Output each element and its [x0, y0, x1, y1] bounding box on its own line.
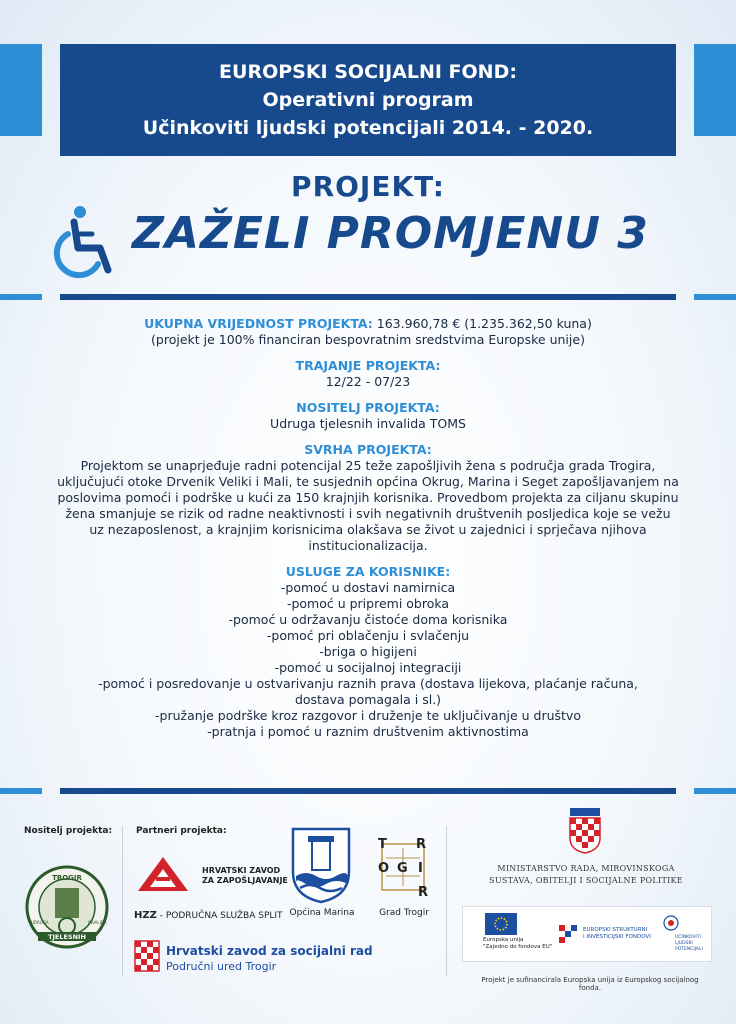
right-rule-accent — [694, 294, 736, 300]
ministry-line-1: MINISTARSTVO RADA, MIROVINSKOGA — [497, 864, 675, 873]
header-box — [60, 44, 676, 156]
hzss-name: Hrvatski zavod za socijalni rad — [166, 944, 373, 958]
esif-icon — [557, 923, 581, 943]
ulj-text-1: UČINKOVITI — [675, 935, 701, 940]
toms-logo-text: INVALIDA — [88, 920, 107, 925]
purpose-line: uključujući otoke Drvenik Veliki i Mali, te susjednih općina Okrug, Marina i Seget zapošljavanjem na — [57, 474, 679, 489]
purpose-line: poslovima pomoći i podrške u kući za 150 krajnjih korisnika. Provedbom projekta za ciljanu skupinu — [57, 490, 679, 505]
service-item: -pomoć u dostavi namirnica — [280, 580, 456, 595]
croatian-coat-of-arms-icon — [568, 808, 602, 854]
hzz-office-bold: HZZ — [134, 910, 157, 921]
toms-logo-text: UDRUGA — [31, 920, 49, 925]
eu-text-1: Europska unija — [483, 937, 524, 943]
purpose-section — [40, 442, 696, 554]
purpose-label: SVRHA PROJEKTA: — [304, 442, 432, 457]
eu-text-2: "Zajedno do fondova EU" — [483, 944, 553, 950]
project-details — [40, 316, 696, 750]
holder-value: Udruga tjelesnih invalida TOMS — [270, 416, 466, 431]
value-section — [40, 316, 696, 348]
holder-footer-label: Nositelj projekta: — [24, 826, 113, 836]
left-rule-accent — [0, 294, 42, 300]
project-title: ZAŽELI PROMJENU 3 — [132, 208, 649, 259]
purpose-line: uz nezaposlenost, a krajnjim korisnicima olakšava se život u zajednici i sprječava njihova — [89, 522, 647, 537]
services-label: USLUGE ZA KORISNIKE: — [285, 564, 451, 579]
service-item: -pružanje podrške kroz razgovor i druženje te uključivanje u društvo — [155, 708, 581, 723]
header-line-1: EUROPSKI SOCIJALNI FOND: — [219, 61, 517, 83]
title-row — [40, 200, 700, 280]
trogir-letter: G — [397, 861, 408, 876]
ulj-text-2: LJUDSKI — [675, 941, 693, 946]
right-accent-bar — [694, 44, 736, 136]
value-note: (projekt je 100% financiran bespovratnim sredstvima Europske unije) — [151, 332, 585, 347]
holder-label: NOSITELJ PROJEKTA: — [296, 400, 440, 415]
toms-logo-text: TJELESNIH — [48, 933, 86, 941]
bottom-divider — [60, 788, 676, 794]
trogir-letter: T — [378, 837, 387, 852]
funding-note: Projekt je sufinancirala Europska unija iz Europskog socijalnog fonda. — [481, 976, 699, 992]
trogir-letter: R — [416, 837, 427, 852]
value-amount: 163.960,78 € (1.235.362,50 kuna) — [376, 316, 592, 331]
marina-caption: Općina Marina — [289, 908, 355, 918]
hzz-name-1: HRVATSKI ZAVOD — [202, 866, 281, 875]
hzz-office-text: - PODRUČNA SLUŽBA SPLIT — [156, 911, 283, 921]
header-line-2: Operativni program — [262, 89, 474, 111]
purpose-line: žena smanjuje se rizik od radne neaktivnosti i svih negativnih društvenih posljedica koje se vežu — [65, 506, 671, 521]
duration-label: TRAJANJE PROJEKTA: — [295, 358, 441, 373]
service-item: -pomoć i posredovanje u ostvarivanju raznih prava (dostava lijekova, plaćanje računa, — [98, 676, 638, 691]
eu-flag-icon — [485, 913, 517, 935]
trogir-letter: I — [418, 861, 423, 876]
left-accent-bar — [0, 44, 42, 136]
top-divider — [60, 294, 676, 300]
ulj-icon — [661, 913, 681, 933]
toms-logo — [22, 862, 112, 952]
esif-text-2: I INVESTICIJSKI FONDOVI — [583, 934, 651, 940]
hzz-name-2: ZA ZAPOŠLJAVANJE — [202, 876, 288, 885]
value-label: UKUPNA VRIJEDNOST PROJEKTA: — [144, 316, 373, 331]
hzz-office — [134, 910, 283, 921]
purpose-line: institucionalizacija. — [308, 538, 428, 553]
service-item: -pratnja i pomoć u raznim društvenim aktivnostima — [207, 724, 529, 739]
footer-divider-1 — [122, 826, 123, 976]
holder-section — [40, 400, 696, 432]
hzss-office: Područni ured Trogir — [166, 960, 277, 973]
ministry-line-2: SUSTAVA, OBITELJI I SOCIJALNE POLITIKE — [489, 876, 683, 885]
marina-crest — [290, 826, 352, 904]
trogir-caption: Grad Trogir — [379, 908, 429, 918]
ulj-text-3: POTENCIJALI — [675, 947, 703, 952]
left-bottom-accent — [0, 788, 42, 794]
toms-logo-text: TROGIR — [52, 874, 82, 882]
service-item: -pomoć u pripremi obroka — [286, 596, 450, 611]
footer-divider-2 — [446, 826, 447, 976]
duration-section — [40, 358, 696, 390]
service-item: -pomoć pri oblačenju i svlačenju — [266, 628, 470, 643]
esif-text-1: EUROPSKI STRUKTURNI — [583, 927, 648, 933]
duration-value: 12/22 - 07/23 — [325, 374, 411, 389]
service-item: dostava pomagala i sl.) — [294, 692, 442, 707]
partners-footer-label: Partneri projekta: — [136, 826, 227, 836]
croatian-checkerboard-icon — [134, 940, 160, 972]
eu-funds-panel — [462, 906, 712, 962]
service-item: -pomoć u održavanju čistoće doma korisnika — [228, 612, 508, 627]
services-section — [40, 564, 696, 740]
service-item: -briga o higijeni — [319, 644, 417, 659]
trogir-letter: O — [378, 861, 390, 876]
header-line-3: Učinkoviti ljudski potencijali 2014. - 2020. — [142, 117, 594, 139]
trogir-logo — [372, 834, 434, 900]
right-bottom-accent — [694, 788, 736, 794]
hzz-logo — [136, 855, 190, 893]
service-item: -pomoć u socijalnoj integraciji — [274, 660, 462, 675]
wheelchair-icon — [40, 204, 120, 284]
purpose-line: Projektom se unaprjeđuje radni potencijal 25 teže zapošljivih žena s područja grada Trogira, — [80, 458, 656, 473]
project-label: PROJEKT: — [291, 170, 445, 203]
trogir-letter: R — [418, 885, 429, 900]
